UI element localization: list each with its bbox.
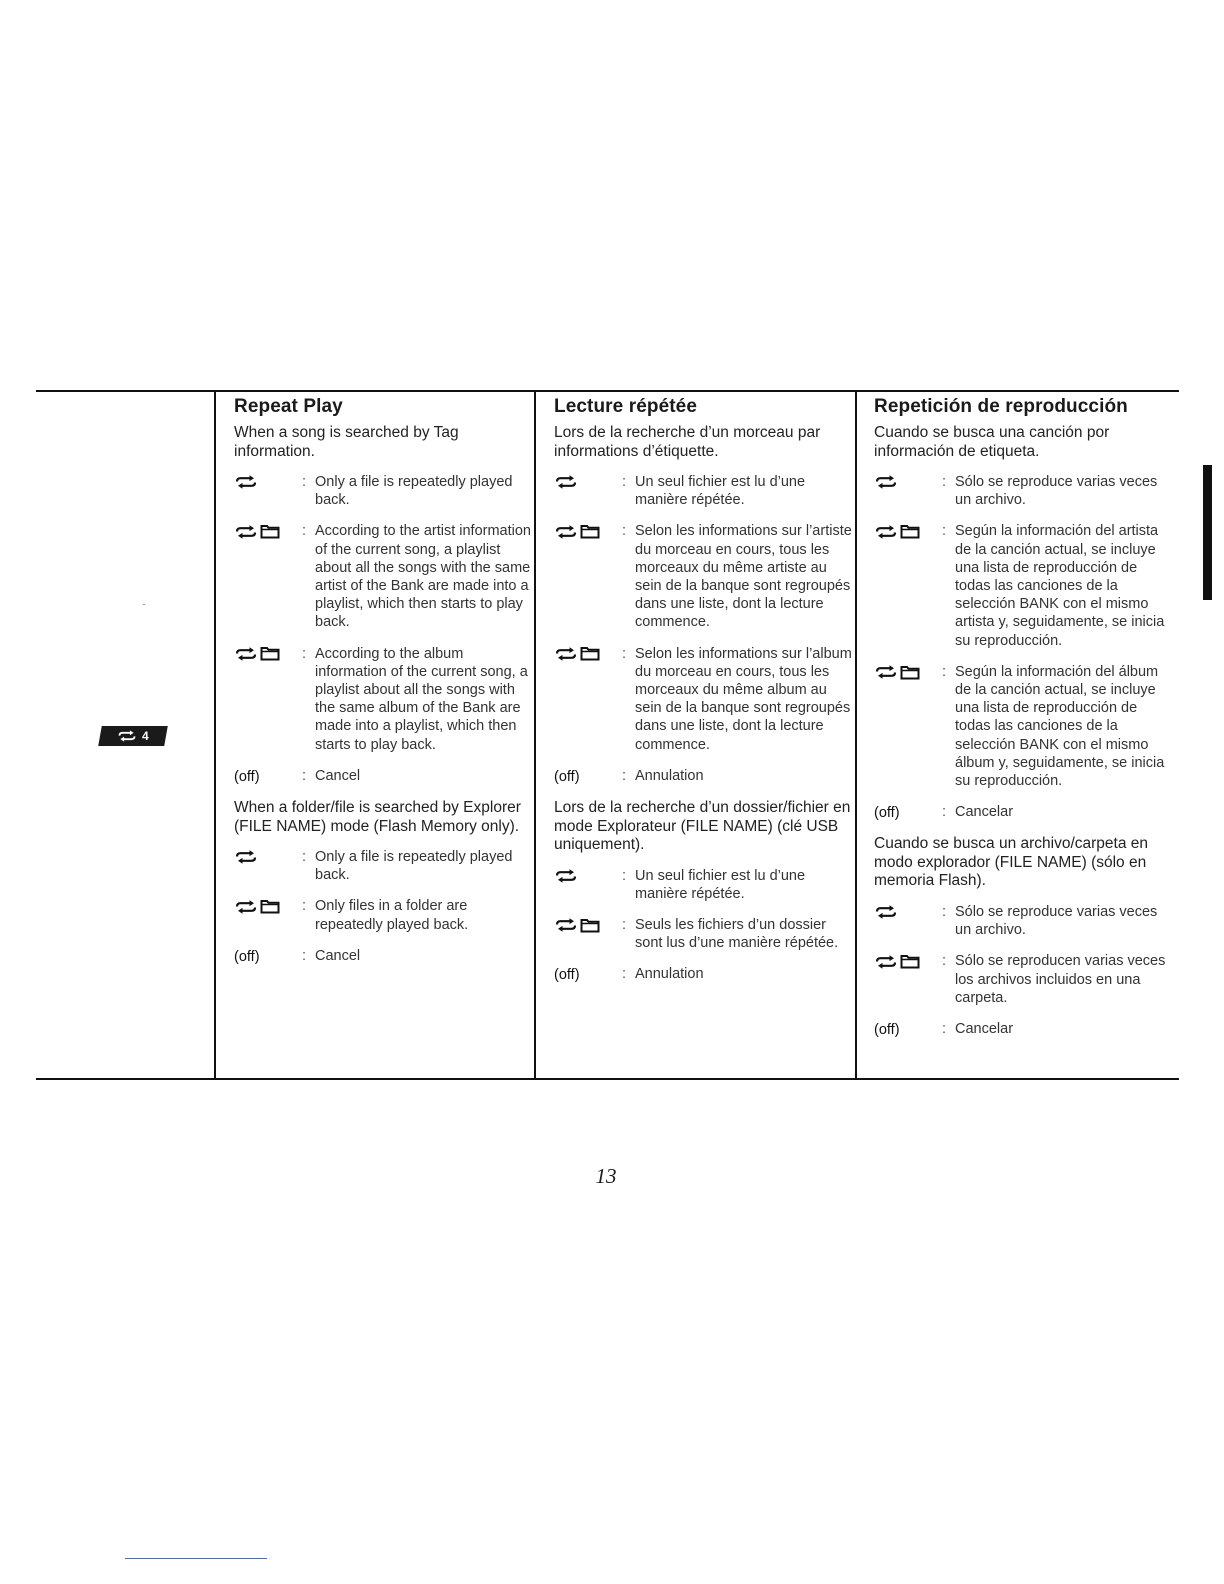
entry-off: (off) : Cancel: [234, 767, 534, 786]
repeat-icon: [874, 475, 898, 489]
entry-repeat-file: : Un seul fichier est lu d’une manière répétée.: [554, 473, 854, 509]
intro-explorer-search: When a folder/file is searched by Explorer (FILE NAME) mode (Flash Memory only).: [234, 799, 521, 835]
column-divider: [855, 391, 857, 1079]
entry-repeat-album: : According to the album information of the current song, a playlist about all the songs with the same album of the Bank are made into a playlist, which then starts to play back.: [234, 645, 534, 754]
entry-repeat-artist: : Selon les informations sur l’artiste du morceau en cours, tous les morceaux du même artiste au sein de la banque sont regroupés dans une liste, dont la lecture commence.: [554, 522, 854, 631]
entry-description: Selon les informations sur l’album du morceau en cours, tous les morceaux du même album au sein de la banque sont regroupés dans une liste, dont la lecture commence.: [635, 645, 852, 753]
section-title: Lecture répétée: [554, 396, 698, 417]
entry-repeat-album: : Selon les informations sur l’album du morceau en cours, tous les morceaux du même album au sein de la banque sont regroupés dans une liste, dont la lecture commence.: [554, 645, 854, 754]
repeat-icon: [554, 918, 578, 932]
entry-repeat-file: : Sólo se reproduce varias veces un archivo.: [874, 473, 1174, 509]
off-label: (off): [234, 768, 260, 785]
entry-description: Un seul fichier est lu d’une manière répétée.: [635, 474, 806, 509]
repeat-icon: [554, 525, 578, 539]
intro-tag-search: Lors de la recherche d’un morceau par informations d’étiquette.: [554, 424, 821, 460]
english-column: [234, 396, 534, 979]
entry-description: Cancelar: [955, 804, 1014, 821]
top-rule: [36, 390, 1179, 392]
off-label: (off): [554, 768, 580, 785]
entry-repeat-file: : Sólo se reproduce varias veces un archivo.: [874, 903, 1174, 939]
thumb-index-tab: [1203, 465, 1212, 600]
french-column: [554, 396, 854, 998]
entry-description: According to the artist information of the current song, a playlist about all the songs with the same artist of the Bank are made into a playlist, which then starts to play back.: [315, 523, 531, 631]
repeat-icon: [874, 905, 898, 919]
section-title: Repeat Play: [234, 396, 343, 417]
repeat-icon: [874, 665, 898, 679]
repeat-icon: [554, 475, 578, 489]
off-label: (off): [234, 948, 260, 965]
folder-icon: [580, 646, 600, 661]
entry-description: Cancelar: [955, 1020, 1014, 1037]
entry-off: (off) : Cancelar: [874, 1020, 1174, 1039]
page-number: 13: [595, 1164, 617, 1188]
repeat-badge: [98, 726, 168, 746]
entry-description: Un seul fichier est lu d’une manière répétée.: [635, 867, 806, 902]
entry-description: Sólo se reproducen varias veces los archivos incluidos en una carpeta.: [955, 953, 1166, 1006]
entry-description: Sólo se reproduce varias veces un archivo.: [955, 903, 1158, 939]
spanish-column: [874, 396, 1174, 1052]
entry-description: Annulation: [635, 966, 704, 983]
folder-icon: [260, 646, 280, 661]
folder-icon: [580, 918, 600, 933]
repeat-icon: [234, 525, 258, 539]
entry-description: Sólo se reproduce varias veces un archivo.: [955, 474, 1158, 509]
repeat-icon: [234, 850, 258, 864]
entry-repeat-folder: : Only files in a folder are repeatedly played back.: [234, 897, 534, 933]
entry-description: Selon les informations sur l’artiste du morceau en cours, tous les morceaux du même artiste au sein de la banque sont regroupés dans une liste, dont la lecture commence.: [635, 523, 852, 631]
entry-repeat-artist: : Según la información del artista de la canción actual, se incluye una lista de reproducción de todas las canciones de la selección BANK con el mismo artista y, seguidamente, se inicia su reproducción.: [874, 522, 1174, 649]
off-label: (off): [554, 967, 580, 984]
repeat-icon: [117, 730, 137, 742]
intro-explorer-search: Lors de la recherche d’un dossier/fichier en mode Explorateur (FILE NAME) (clé USB uniquement).: [554, 799, 851, 854]
intro-tag-search: When a song is searched by Tag information.: [234, 424, 459, 460]
repeat-icon: [234, 900, 258, 914]
repeat-icon: [234, 475, 258, 489]
folder-icon: [900, 954, 920, 969]
bottom-rule: [36, 1078, 1179, 1080]
entry-description: Only a file is repeatedly played back.: [315, 474, 513, 509]
folder-icon: [580, 524, 600, 539]
entry-off: (off) : Cancelar: [874, 803, 1174, 822]
entry-repeat-file: : Only a file is repeatedly played back.: [234, 848, 534, 884]
section-title: Repetición de reproducción: [874, 396, 1128, 417]
entry-description: Only a file is repeatedly played back.: [315, 849, 513, 884]
off-label: (off): [874, 1021, 900, 1038]
entry-repeat-file: : Only a file is repeatedly played back.: [234, 473, 534, 509]
folder-icon: [260, 524, 280, 539]
entry-description: Annulation: [635, 767, 704, 784]
repeat-icon: [234, 647, 258, 661]
repeat-icon: [554, 869, 578, 883]
column-divider: [534, 391, 536, 1079]
folder-icon: [900, 524, 920, 539]
entry-description: According to the album information of the current song, a playlist about all the songs with the same album of the Bank are made into a playlist, which then starts to play back.: [315, 645, 528, 753]
column-divider: [214, 391, 216, 1079]
repeat-icon: [554, 647, 578, 661]
off-label: (off): [874, 805, 900, 822]
folder-icon: [260, 899, 280, 914]
intro-tag-search: Cuando se busca una canción por información de etiqueta.: [874, 424, 1110, 460]
entry-description: Según la información del artista de la canción actual, se incluye una lista de reproducción de todas las canciones de la selección BANK con el mismo artista y, seguidamente, se inicia su reproducción.: [955, 523, 1165, 649]
entry-repeat-album: : Según la información del álbum de la canción actual, se incluye una lista de reproducción de todas las canciones de la selección BANK con el mismo álbum y, seguidamente, se inicia su reproducción.: [874, 663, 1174, 790]
entry-off: (off) : Annulation: [554, 767, 854, 786]
entry-repeat-folder: : Seuls les fichiers d’un dossier sont lus d’une manière répétée.: [554, 916, 854, 952]
intro-explorer-search: Cuando se busca un archivo/carpeta en modo explorador (FILE NAME) (sólo en memoria Flash).: [874, 835, 1149, 890]
entry-repeat-artist: : According to the artist information of the current song, a playlist about all the songs with the same artist of the Bank are made into a playlist, which then starts to play back.: [234, 522, 534, 631]
repeat-icon: [874, 955, 898, 969]
entry-description: Only files in a folder are repeatedly played back.: [315, 898, 469, 933]
footer-link-line: [125, 1558, 267, 1559]
entry-off: (off) : Annulation: [554, 965, 854, 984]
entry-description: Cancel: [315, 767, 361, 784]
entry-description: Seuls les fichiers d’un dossier sont lus d’une manière répétée.: [635, 916, 839, 952]
entry-description: Según la información del álbum de la canción actual, se incluye una lista de reproducción de todas las canciones de la selección BANK con el mismo álbum y, seguidamente, se inicia su reproducción.: [955, 663, 1165, 790]
entry-off: (off) : Cancel: [234, 947, 534, 966]
entry-description: Cancel: [315, 947, 361, 964]
badge-number: 4: [142, 729, 149, 743]
entry-repeat-folder: : Sólo se reproducen varias veces los archivos incluidos en una carpeta.: [874, 952, 1174, 1007]
folder-icon: [900, 665, 920, 680]
entry-repeat-file: : Un seul fichier est lu d’une manière répétée.: [554, 867, 854, 903]
speck: [143, 604, 145, 605]
repeat-icon: [874, 525, 898, 539]
